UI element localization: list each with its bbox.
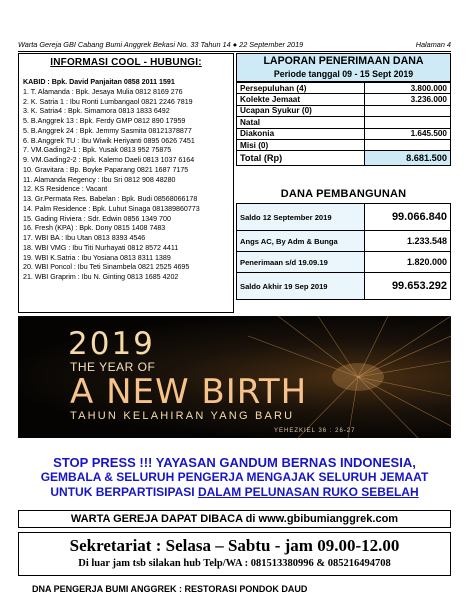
- list-item: 21. WBI Graprim : Ibu N. Ginting 0813 1685 4202: [23, 273, 179, 281]
- list-item: 16. Fresh (KPA) : Bpk. Dony 0815 1408 7483: [23, 224, 166, 233]
- list-item: 2. K. Satria 1 : Ibu Ronti Lumbangaol 0821 2246 7819: [23, 97, 193, 106]
- list-item: 7. VM.Gading2-1 : Bpk. Yusak 0813 952 75875: [23, 146, 172, 155]
- stop-press-line-3-underlined: DALAM PELUNASAN RUKO SEBELAH: [197, 485, 419, 499]
- row-value: [365, 139, 451, 150]
- list-item: 13. Gr.Permata Res. Babelan : Bpk. Budi 08568066178: [23, 195, 198, 203]
- header-publication: Warta Gereja GBI Cabang Bumi Anggrek Bekasi No. 33 Tahun 14 ● 22 September 2019: [18, 40, 304, 49]
- sekretariat-hours: Sekretariat : Selasa – Sabtu - jam 09.00-12.00: [69, 536, 400, 555]
- sekretariat-contact: Di luar jam tsb silakan hub Telp/WA : 081513380996 & 085216494708: [78, 558, 391, 569]
- banner-tagline: TAHUN KELAHIRAN YANG BARU: [70, 410, 295, 422]
- info-contact-list: [23, 78, 233, 283]
- page-footer: DNA PENGERJA BUMI ANGGREK : RESTORASI PONDOK DAUD: [32, 584, 308, 594]
- laporan-header: [236, 53, 451, 82]
- table-row: [237, 128, 451, 139]
- laporan-period: Periode tanggal 09 - 15 Sept 2019: [273, 69, 414, 79]
- list-item: 17. WBI BA : Ibu Utan 0813 8393 4546: [23, 234, 146, 242]
- info-cool-box: [18, 53, 234, 313]
- table-row: [237, 273, 451, 300]
- table-row: [237, 83, 451, 94]
- row-label: Saldo Akhir 19 Sep 2019: [237, 273, 365, 300]
- list-item: 11. Alamanda Regency : Ibu Sri 0812 908 48280: [23, 175, 176, 184]
- row-value: 3.800.000: [365, 83, 451, 94]
- list-item: 12. KS Residence : Vacant: [23, 185, 108, 194]
- list-item: 6. B.Anggrek TU : Ibu Wiwik Heriyanti 0895 0626 7451: [23, 136, 195, 145]
- row-value: 1.645.500: [365, 128, 451, 139]
- row-value: 3.236.000: [365, 94, 451, 105]
- header-divider: [18, 51, 451, 52]
- total-row: [237, 151, 451, 166]
- table-row: [237, 105, 451, 116]
- list-item: 1. T. Alamanda : Bpk. Jesaya Mulia 0812 8169 276: [23, 87, 183, 96]
- stop-press: [18, 455, 451, 500]
- list-item: 3. K. Satria4 : Bpk. Simamora 0813 1833 6492: [23, 107, 170, 116]
- row-label: Saldo 12 September 2019: [237, 204, 365, 231]
- row-value: 1.233.548: [365, 231, 451, 252]
- website-notice: WARTA GEREJA DAPAT DIBACA di www.gbibumianggrek.com: [18, 510, 451, 528]
- row-label: Diakonia: [237, 128, 365, 139]
- pembangunan-title: DANA PEMBANGUNAN: [280, 188, 407, 200]
- laporan-title: LAPORAN PENERIMAAN DANA: [263, 55, 424, 67]
- row-label: Natal: [237, 117, 365, 128]
- table-row: [237, 204, 451, 231]
- list-item: 10. Gravitara : Bp. Boyke Paparang 0821 1687 7175: [23, 165, 189, 174]
- row-label: Ucapan Syukur (0): [237, 105, 365, 116]
- list-item: 5. B.Anggrek 24 : Bpk. Jemmy Sasmita 08121378877: [23, 126, 192, 135]
- pembangunan-table: [236, 203, 451, 300]
- stop-press-lead: STOP PRESS !!!: [53, 455, 153, 470]
- sekretariat-box: [18, 532, 451, 576]
- stop-press-line-1: [18, 455, 451, 470]
- stop-press-rest: YAYASAN GANDUM BERNAS INDONESIA,: [152, 455, 416, 470]
- banner-verse: YEHEZKIEL 36 : 26-27: [274, 428, 356, 434]
- banner-subtitle: THE YEAR OF: [70, 360, 156, 374]
- laporan-table: [236, 82, 451, 166]
- list-item: 15. Gading Riviera : Sdr. Edwin 0856 1349 700: [23, 214, 171, 223]
- list-item: 5. B.Anggrek 13 : Bpk. Ferdy GMP 0812 890 17959: [23, 117, 186, 125]
- row-label: Kolekte Jemaat: [237, 94, 365, 105]
- total-label: Total (Rp): [237, 151, 365, 166]
- banner-headline: A NEW BIRTH: [70, 372, 308, 412]
- table-row: [237, 139, 451, 150]
- total-value: 8.681.500: [365, 151, 451, 166]
- row-value: 99.653.292: [365, 273, 451, 300]
- row-label: Misi (0): [237, 139, 365, 150]
- row-label: Penerimaan s/d 19.09.19: [237, 252, 365, 273]
- row-value: 99.066.840: [365, 204, 451, 231]
- info-title: INFORMASI COOL - HUBUNGI:: [50, 57, 202, 68]
- table-row: [237, 252, 451, 273]
- list-item: 20. WBI Poncol : Ibu Teti Sinambela 0821 2525 4695: [23, 263, 190, 272]
- stop-press-line-3-lead: UNTUK BERPARTISIPASI: [50, 485, 198, 499]
- row-value: [365, 105, 451, 116]
- list-item: 18. WBI VMG : Ibu Titi Nurhayati 0812 8572 4411: [23, 243, 179, 252]
- table-row: [237, 117, 451, 128]
- list-item: 14. Palm Residence : Bpk. Luhut Sinaga 081389860773: [23, 204, 200, 213]
- banner-year: 2019: [68, 326, 155, 362]
- row-label: Persepuluhan (4): [237, 83, 365, 94]
- header-page-number: Halaman 4: [415, 40, 451, 49]
- page-header: [18, 39, 451, 50]
- new-birth-banner: [18, 316, 451, 438]
- row-label: Angs AC, By Adm & Bunga: [237, 231, 365, 252]
- list-item: 9. VM.Gading2-2 : Bpk. Kalemo Daeli 0813 1037 6164: [23, 156, 195, 164]
- table-row: [237, 231, 451, 252]
- row-value: 1.820.000: [365, 252, 451, 273]
- info-kabid: KABID : Bpk. David Panjaitan 0858 2011 1591: [23, 78, 175, 86]
- row-value: [365, 117, 451, 128]
- table-row: [237, 94, 451, 105]
- stop-press-line-2: GEMBALA & SELURUH PENGERJA MENGAJAK SELURUH JEMAAT: [40, 470, 429, 484]
- list-item: 19. WBI K.Satria : Ibu Yosiana 0813 8311 1389: [23, 253, 171, 262]
- stop-press-line-3: [18, 485, 451, 500]
- laporan-panel: [236, 53, 451, 166]
